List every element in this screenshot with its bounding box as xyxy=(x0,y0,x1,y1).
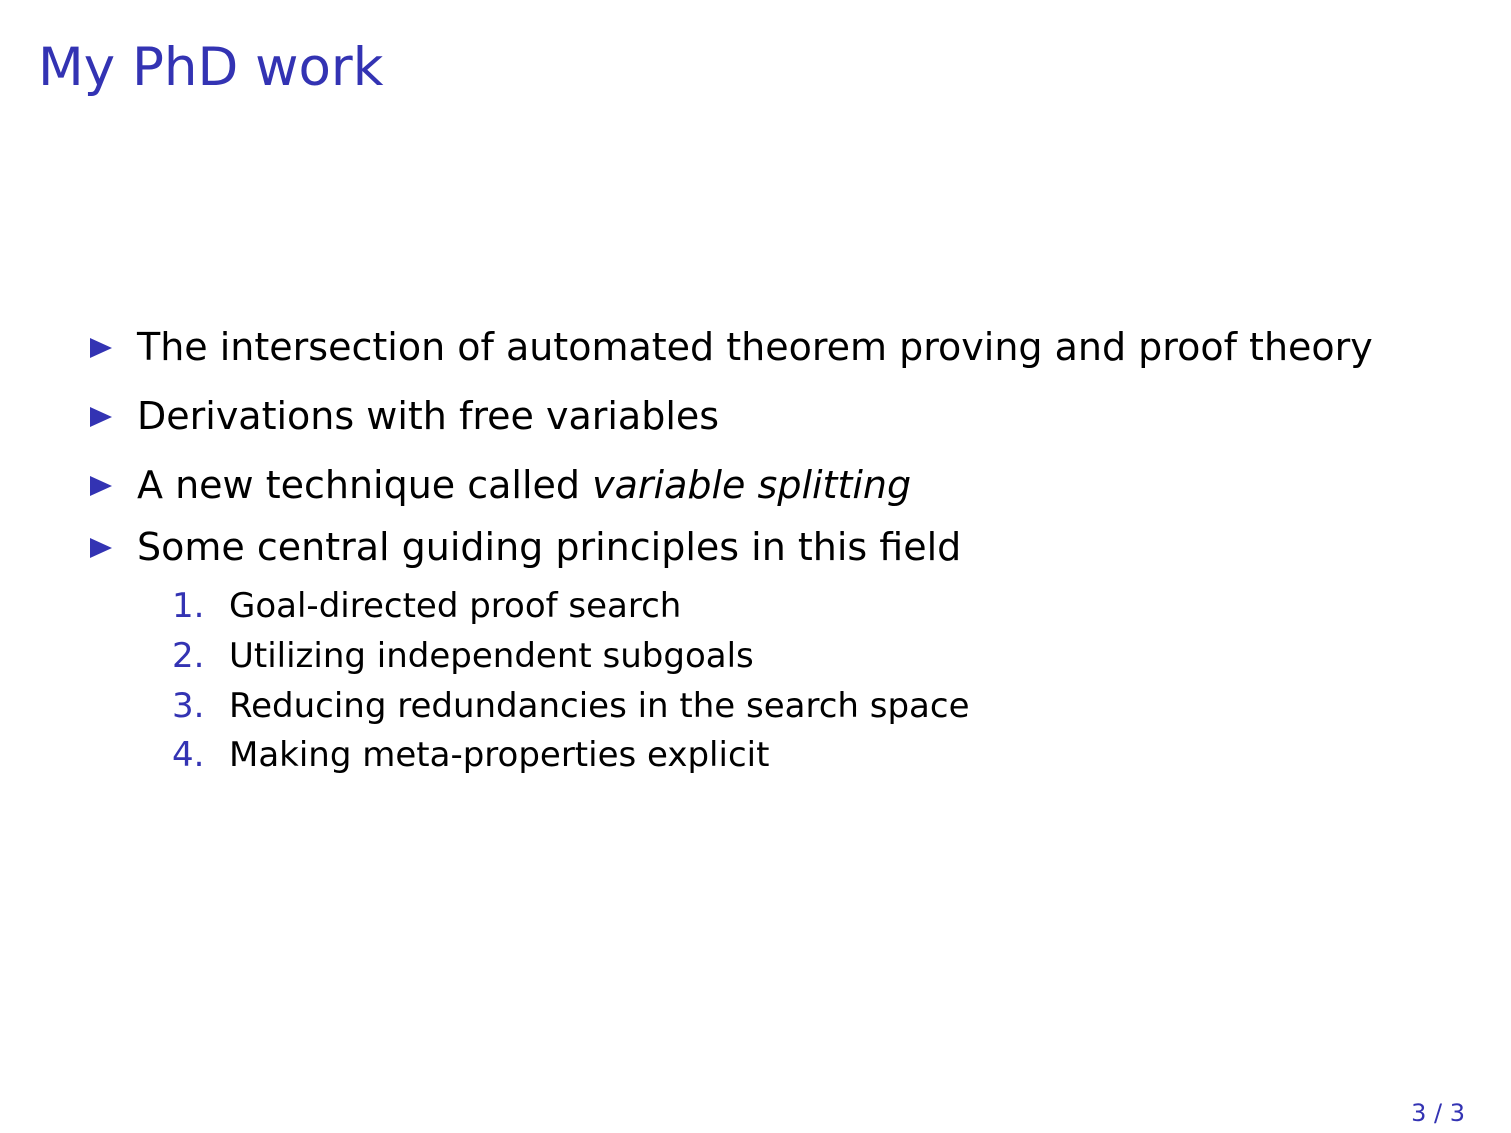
triangle-right-icon xyxy=(90,407,112,427)
list-item-text: Utilizing independent subgoals xyxy=(229,636,754,676)
bullet-text-emphasis: variable splitting xyxy=(592,463,912,507)
page-number: 3 / 3 xyxy=(1411,1099,1465,1127)
bullet-text: Derivations with free variables xyxy=(137,394,720,438)
triangle-right-icon xyxy=(90,338,112,358)
bullet-text xyxy=(137,462,911,508)
bullet-text: The intersection of automated theorem proving and proof theory xyxy=(137,325,1373,369)
triangle-right-icon xyxy=(90,476,112,496)
list-number: 3. xyxy=(172,686,205,726)
list-item-text: Making meta-properties explicit xyxy=(229,735,770,775)
triangle-right-icon xyxy=(90,538,112,558)
list-number: 2. xyxy=(172,636,205,676)
bullet-text-plain: A new technique called xyxy=(137,463,593,507)
slide-title: My PhD work xyxy=(38,37,384,98)
list-item-text: Goal-directed proof search xyxy=(229,586,682,626)
list-number: 4. xyxy=(172,735,205,775)
list-item-text: Reducing redundancies in the search space xyxy=(229,686,970,726)
bullet-text: Some central guiding principles in this field xyxy=(137,525,962,569)
list-number: 1. xyxy=(172,586,205,626)
